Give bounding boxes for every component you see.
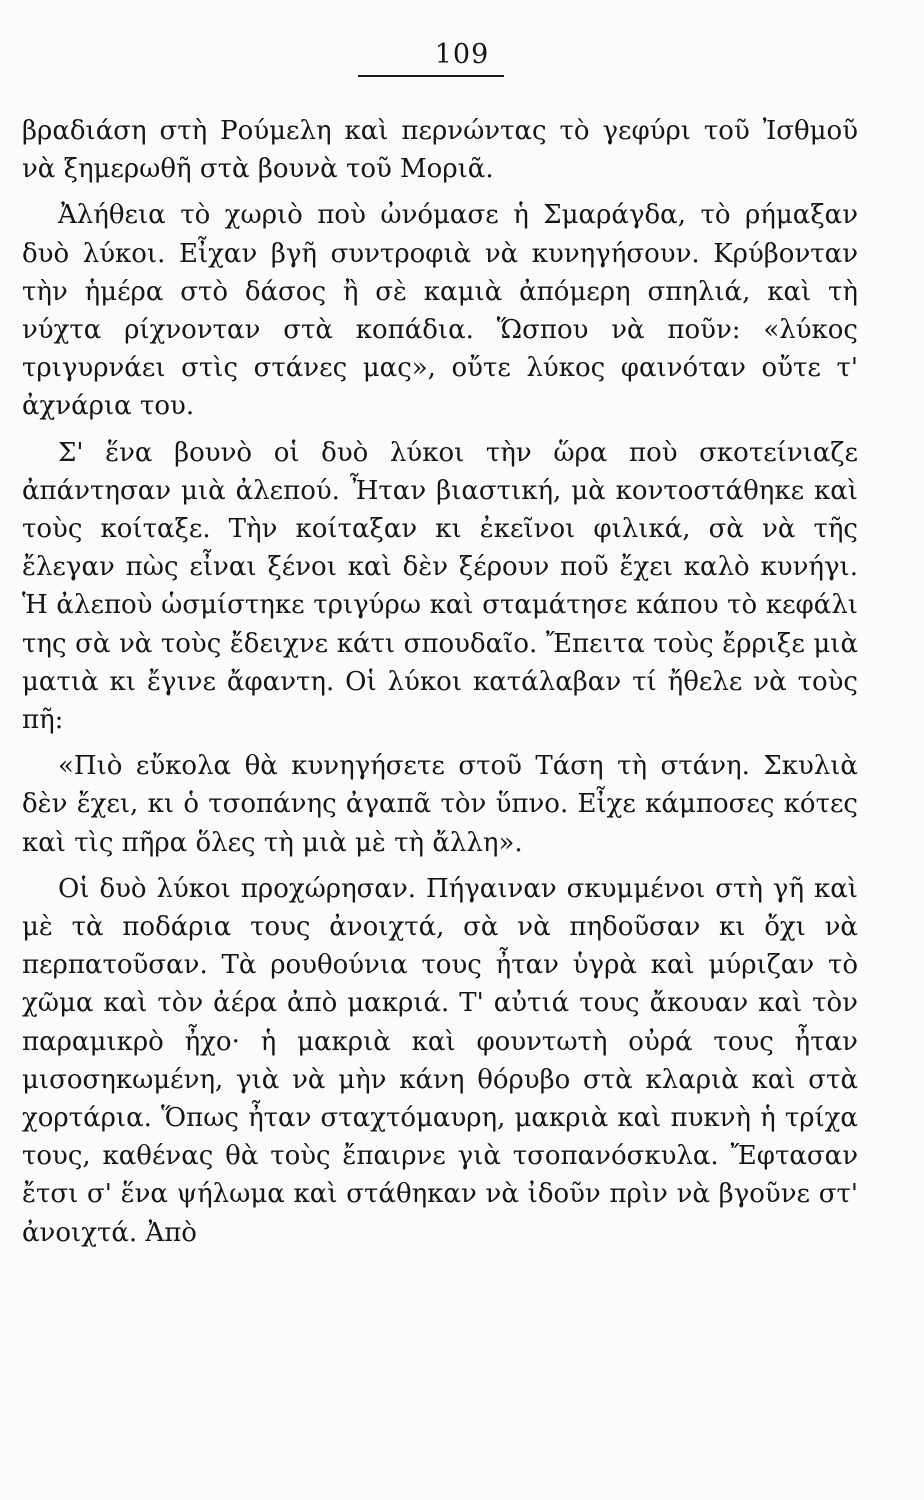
header-rule: [358, 75, 504, 77]
paragraph-quote: «Πιὸ εὔκολα θὰ κυνηγήσετε στοῦ Τάση τὴ στάνη. Σκυλιὰ δὲν ἔχει, κι ὁ τσοπάνης ἀγαπᾶ τὸν ὕπνο. Εἶχε κάμποσες κότες καὶ τὶς πῆρα ὅλες τὴ μιὰ μὲ τὴ ἄλλη».: [22, 751, 858, 858]
paragraph: Σ' ἕνα βουνὸ οἱ δυὸ λύκοι τὴν ὥρα ποὺ σκοτείνιαζε ἀπάντησαν μιὰ ἀλεπού. Ἦταν βιαστική, μὰ κοντοστάθηκε καὶ τοὺς κοίταξε. Τὴν κοίταξαν κι ἐκεῖνοι φιλικά, σὰ νὰ τῆς ἔλεγαν πὼς εἶναι ξένοι καὶ δὲν ξέρουν ποῦ ἔχει καλὸ κυνήγι. Ἡ ἀλεποὺ ὡσμίστηκε τριγύρω καὶ σταμάτησε κάπου τὸ κεφάλι της σὰ νὰ τοὺς ἔδειχνε κάτι σπουδαῖο. Ἔπειτα τοὺς ἔρριξε μιὰ ματιὰ κι ἔγινε ἄφαντη. Οἱ λύκοι κατάλαβαν τί ἤθελε νὰ τοὺς πῆ:: [22, 437, 858, 736]
paragraph-continuation: βραδιάση στὴ Ρούμελη καὶ περνώντας τὸ γεφύρι τοῦ Ἰσθμοῦ νὰ ξημερωθῆ στὰ βουνὰ τοῦ Μοριᾶ.: [22, 116, 858, 185]
paragraph: Ἀλήθεια τὸ χωριὸ ποὺ ὠνόμασε ἡ Σμαράγδα, τὸ ρήμαξαν δυὸ λύκοι. Εἶχαν βγῆ συντροφιὰ νὰ κυνηγήσουν. Κρύβονταν τὴν ἡμέρα στὸ δάσος ἢ σὲ καμιὰ ἀπόμερη σπηλιά, καὶ τὴ νύχτα ρίχνονταν στὰ κοπάδια. Ὥσπου νὰ ποῦν: «λύκος τριγυρνάει στὶς στάνες μας», οὔτε λύκος φαινόταν οὔτε τ' ἀχνάρια του.: [22, 200, 858, 422]
body-text: [22, 112, 858, 1252]
paragraph: Οἱ δυὸ λύκοι προχώρησαν. Πήγαιναν σκυμμένοι στὴ γῆ καὶ μὲ τὰ ποδάρια τους ἀνοιχτά, σὰ νὰ πηδοῦσαν κι ὄχι νὰ περπατοῦσαν. Τὰ ρουθούνια τους ἦταν ὑγρὰ καὶ μύριζαν τὸ χῶμα καὶ τὸν ἀέρα ἀπὸ μακριά. Τ' αὐτιά τους ἄκουαν καὶ τὸν παραμικρὸ ἦχο· ἡ μακριὰ καὶ φουντωτὴ οὐρά τους ἦταν μισοσηκωμένη, γιὰ νὰ μὴν κάνη θόρυβο στὰ κλαριὰ καὶ στὰ χορτάρια. Ὅπως ἦταν σταχτόμαυρη, μακριὰ καὶ πυκνὴ ἡ τρίχα τους, καθένας θὰ τοὺς ἔπαιρνε γιὰ τσοπανόσκυλα. Ἔφτασαν ἔτσι σ' ἕνα ψήλωμα καὶ στάθηκαν νὰ ἰδοῦν πρὶν νὰ βγοῦνε στ' ἀνοιχτά. Ἀπὸ: [22, 873, 858, 1248]
page-number: 109: [434, 39, 490, 70]
